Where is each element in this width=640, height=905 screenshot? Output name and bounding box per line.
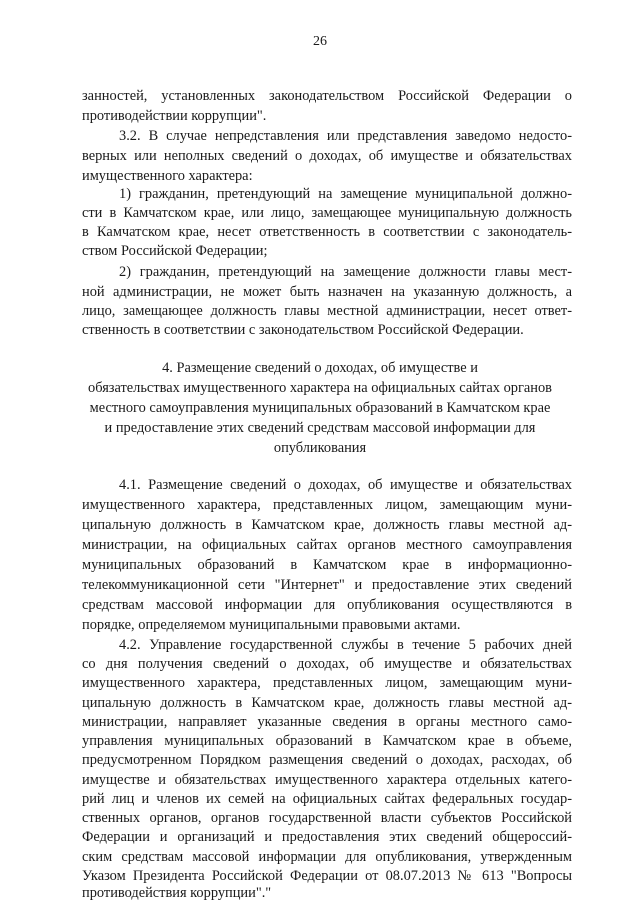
text-line: имущественного характера, представленных лицом, замещающим муни- bbox=[82, 675, 572, 692]
text-line: предусмотренном Порядком размещения сведений о доходах, расходах, об bbox=[82, 752, 572, 769]
page-number: 26 bbox=[313, 34, 327, 49]
section-heading-line: 4. Размещение сведений о доходах, об имуществе и bbox=[162, 360, 478, 376]
text-line: муниципальных образований в Камчатском крае в информационно- bbox=[82, 557, 572, 573]
text-line: ципальную должность в Камчатском крае, должность главы местной ад- bbox=[82, 517, 572, 533]
text-line: противодействия коррупции"." bbox=[82, 885, 272, 901]
text-line: телекоммуникационной сети "Интернет" и предоставление этих сведений bbox=[82, 577, 572, 593]
text-line: ной администрации, не может быть назначен на указанную должность, а bbox=[82, 284, 572, 300]
text-line: рий лиц и членов их семей на официальных сайтах федеральных государ- bbox=[82, 790, 572, 807]
text-line: имущественного характера: bbox=[82, 168, 253, 184]
text-line: Указом Президента Российской Федерации от 08.07.2013 № 613 "Вопросы bbox=[82, 867, 572, 884]
text-line: 3.2. В случае непредставления или представления заведомо недосто- bbox=[119, 128, 572, 144]
text-line: министрации, на официальных сайтах органов местного самоуправления bbox=[82, 537, 572, 553]
text-line: 4.2. Управление государственной службы в течение 5 рабочих дней bbox=[119, 637, 572, 653]
text-line: министрации, направляет указанные сведения в органы местного само- bbox=[82, 713, 572, 730]
text-line: управления муниципальных образований в Камчатском крае в объеме, bbox=[82, 733, 572, 750]
text-line: ципальную должность в Камчатском крае, должность главы местной ад- bbox=[82, 694, 572, 711]
text-line: сти в Камчатском крае, или лицо, замещающее муниципальную должность bbox=[82, 205, 572, 221]
section-heading-line: обязательствах имущественного характера на официальных сайтах органов bbox=[88, 380, 552, 396]
text-line: 2) гражданин, претендующий на замещение должности главы мест- bbox=[119, 264, 572, 280]
text-line: 4.1. Размещение сведений о доходах, об имуществе и обязательствах bbox=[119, 477, 572, 493]
text-line: верных или неполных сведений о доходах, об имуществе и обязательствах bbox=[82, 148, 572, 164]
text-line: лицо, замещающее должность главы местной администрации, несет ответ- bbox=[82, 303, 572, 319]
text-line: Федерации и организаций и предоставления этих сведений общероссий- bbox=[82, 829, 572, 846]
text-line: ственных органов, органов государственной власти субъектов Российской bbox=[82, 810, 572, 827]
text-line: имуществе и обязательствах имущественного характера отдельных катего- bbox=[82, 771, 572, 788]
text-line: имущественного характера, представленных лицом, замещающим муни- bbox=[82, 497, 572, 513]
section-heading-line: местного самоуправления муниципальных образований в Камчатском крае bbox=[89, 400, 551, 416]
text-line: в Камчатском крае, несет ответственность в соответствии с законодатель- bbox=[82, 224, 572, 240]
text-line: ским средствам массовой информации для опубликования, утвержденным bbox=[82, 848, 572, 865]
text-line: 1) гражданин, претендующий на замещение муниципальной должно- bbox=[119, 186, 572, 202]
text-line: ством Российской Федерации; bbox=[82, 243, 268, 259]
text-line: ственность в соответствии с законодательством Российской Федерации. bbox=[82, 322, 524, 338]
text-line: средствам массовой информации для опубликования осуществляются в bbox=[82, 597, 572, 613]
text-line: занностей, установленных законодательством Российской Федерации о bbox=[82, 88, 572, 104]
text-line: со дня получения сведений о доходах, об имуществе и обязательствах bbox=[82, 656, 572, 673]
text-line: порядке, определяемом муниципальными правовыми актами. bbox=[82, 617, 461, 633]
section-heading-line: опубликования bbox=[273, 440, 367, 456]
text-line: противодействии коррупции". bbox=[82, 108, 267, 124]
section-heading-line: и предоставление этих сведений средствам массовой информации для bbox=[104, 420, 536, 436]
